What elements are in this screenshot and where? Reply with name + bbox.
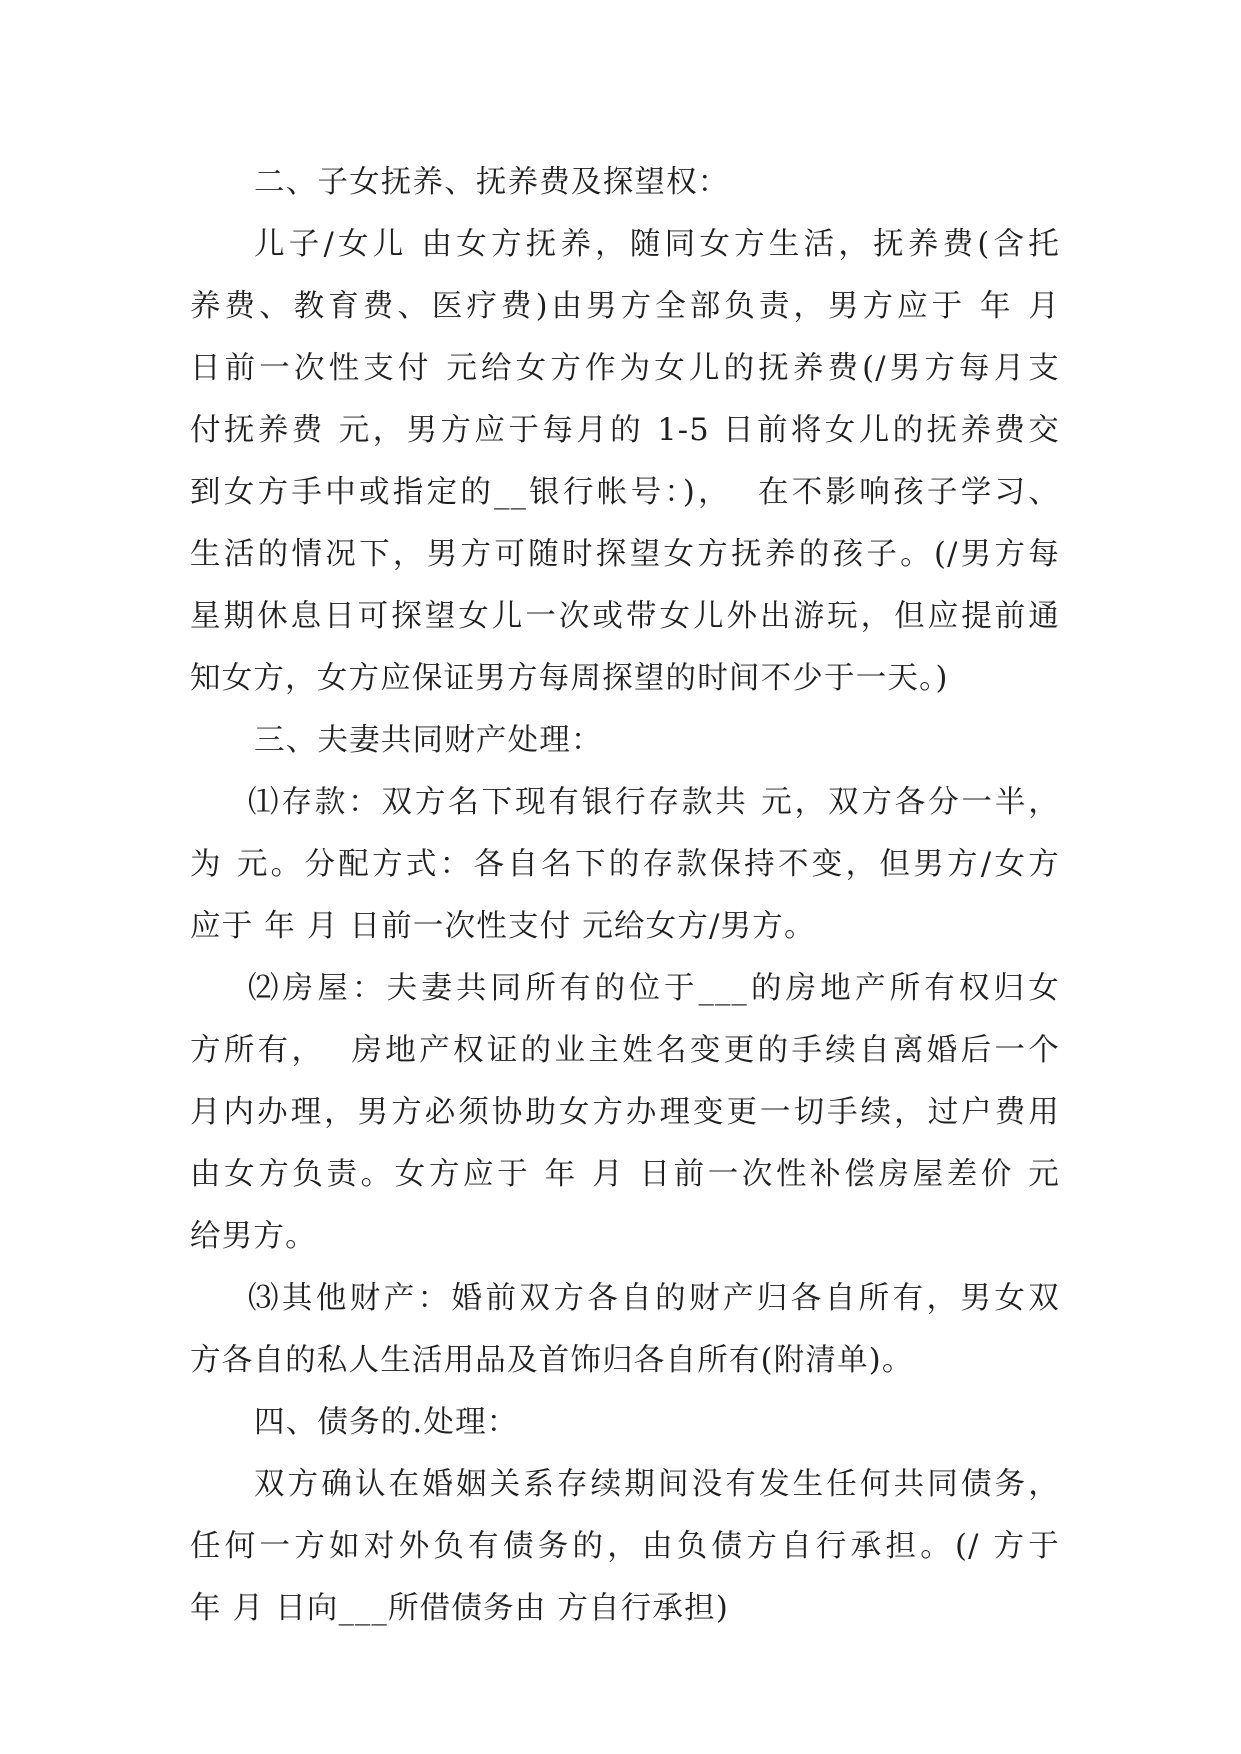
text-line: 日前一次性支付 元给女方作为女儿的抚养费(/男方每月支 (190, 351, 1060, 386)
text-line: 为 元。分配方式：各自名下的存款保持不变，但男方/女方 (190, 847, 1060, 882)
text-line: 方各自的私人生活用品及首饰归各自所有(附清单)。 (190, 1343, 914, 1378)
text-line: 三、夫妻共同财产处理： (254, 723, 603, 758)
text-line: 方所有， 房地产权证的业主姓名变更的手续自离婚后一个 (190, 1033, 1060, 1068)
text-line: 月内办理，男方必须协助女方办理变更一切手续，过户费用 (190, 1095, 1060, 1130)
text-line: ⑴存款：双方名下现有银行存款共 元，双方各分一半， (248, 785, 1060, 820)
text-line: 由女方负责。女方应于 年 月 日前一次性补偿房屋差价 元 (190, 1157, 1060, 1192)
text-line: 应于 年 月 日前一次性支付 元给女方/男方。 (190, 909, 816, 944)
text-line: 付抚养费 元，男方应于每月的 1-5 日前将女儿的抚养费交 (190, 413, 1060, 448)
text-line: 二、子女抚养、抚养费及探望权： (254, 165, 730, 200)
text-line: ⑶其他财产：婚前双方各自的财产归各自所有，男女双 (248, 1281, 1060, 1316)
document-body (190, 152, 1060, 1640)
text-line: 年 月 日向___所借债务由 方自行承担) (190, 1591, 729, 1626)
text-line: 给男方。 (190, 1219, 317, 1254)
text-line: 生活的情况下，男方可随时探望女方抚养的孩子。(/男方每 (190, 537, 1060, 572)
text-line: 儿子/女儿 由女方抚养，随同女方生活，抚养费(含托 (254, 227, 1060, 262)
text-line: 任何一方如对外负有债务的，由负债方自行承担。(/ 方于 (190, 1529, 1060, 1564)
text-line: 知女方，女方应保证男方每周探望的时间不少于一天。) (190, 661, 949, 696)
text-line: 到女方手中或指定的__银行帐号：)， 在不影响孩子学习、 (190, 475, 1060, 510)
text-line: 星期休息日可探望女儿一次或带女儿外出游玩，但应提前通 (190, 599, 1060, 634)
text-line: 养费、教育费、医疗费)由男方全部负责，男方应于 年 月 (190, 289, 1060, 324)
text-line: ⑵房屋：夫妻共同所有的位于___的房地产所有权归女 (248, 971, 1060, 1006)
text-line: 双方确认在婚姻关系存续期间没有发生任何共同债务， (254, 1467, 1060, 1502)
text-line: 四、债务的.处理： (254, 1405, 519, 1440)
